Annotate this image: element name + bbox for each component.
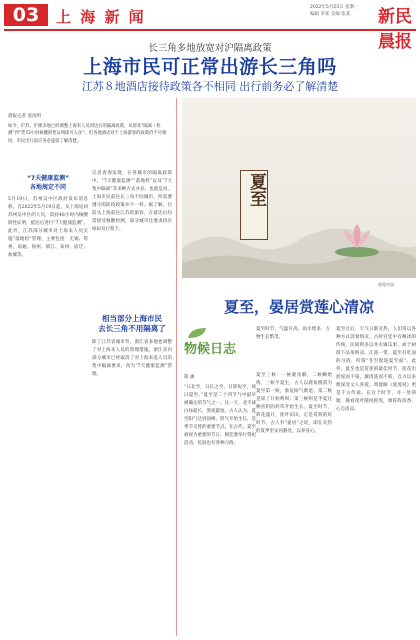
- feature-column-2-top-text: 夏至时节，气温升高，雨水增多，万物生长繁茂。: [256, 327, 330, 340]
- lotus-icon: [332, 218, 382, 258]
- feature-illustration: [182, 98, 416, 278]
- feature-title[interactable]: 夏至，晏居赏莲心清凉: [223, 298, 374, 316]
- lead-column-2: [92, 170, 172, 636]
- feature-author: 简 涵: [184, 375, 195, 380]
- lead-subheadline: 江苏８地酒店接待政策各不相同 出行前务必了解清楚: [81, 80, 339, 93]
- lead-subhead-1: “7天健康监测” 各地规定不同: [26, 175, 70, 191]
- lead-kicker: 长三角多地放宽对沪隔离政策: [148, 43, 272, 54]
- logo-main-text: 新民晨报: [378, 7, 412, 52]
- feature-column-3: [336, 326, 416, 636]
- illustration-title: 夏至: [246, 173, 266, 207]
- lead-column-1-text: 5月19日，苏州吴中区政府发布消息称，自2022年5月19日起，从上海返回苏州吴中区的人员，需持48小时内核酸阴性证明，抵达后进行“7天健康监测”。此外，江苏部分城市对上海来人员实施“落地检”管理，主要包括：无锡、常州、南通、扬州、镇江、泰州、宿迁、盐城等。: [8, 197, 88, 258]
- lead-column-2-text: 记者查询发现，在各城市的隔离政策中，“7天健康监测”“落地检”以及“7天集中隔离”等多种方式并存。也就是说，上海市民前往长三角不同城市，所需要遵守的防疫政策并不一样。据了解，目前从上海前往江苏的旅客，在抵达后均需接受核酸检测，部分城市还要求持有绿码及行程卡。: [92, 171, 172, 232]
- header-rule: [4, 29, 416, 31]
- feature-column-1-text: “日北至，日长之至，日影短至，故曰夏至。”夏至是二十四节气中最早被确定的节气之一。这一天，北半球白昼最长，黑夜最短。古人认为，夏至阳气达到顶峰，阴气开始生长，是季节交替的重要节点。在古代，夏至被视为重要的节日，朝廷要举行祭祀活动，民间也有各种习俗。: [184, 385, 256, 446]
- feature-column-3-text: 夏至过后，天气日渐炎热，人们常以各种方式消暑纳凉。古时宫廷中有赐冰的传统，民间则多以井水镇瓜果，或于树荫下品茶纳凉。江南一带，夏至有吃面的习俗，所谓“冬至馄饨夏至面”。此外，夏至也是赏莲的最佳时节，莲花出淤泥而不染，濯清涟而不妖，自古以来便深受文人喜爱。周敦颐《爱莲说》更是千古传诵。在这个时节，寻一处荷塘，静看莲叶随风摇曳，闻阵阵清香，心自清凉。: [336, 327, 416, 412]
- lead-column-2-text-b: 除了江苏省城市外，浙江省多地也调整了对上海来人员的管理措施。浙江省内部分城市已经取消了对上海来返人员的集中隔离要求，改为“7天健康监测”管理。: [92, 340, 172, 377]
- feature-column-1: [184, 372, 256, 636]
- feature-column-2-text: 夏至三候：一候鹿角解，二候蜩始鸣，三候半夏生。古人以鹿角脱落为夏至第一候，象征阳气渐退；第二候是知了开始鸣叫；第三候则是半夏这种喜阴的药草开始生长。夏至时节，荷花盛开，莲叶田田，正是赏荷的好时节。古人有“晏居”之说，即在炎热的夏季里安居静处，以养身心。: [256, 373, 332, 434]
- newspaper-logo: [378, 2, 418, 52]
- lead-paragraph: 如今，沪苏、沪浙多地已经调整上海来人员到达后的隔离政策，从原来“隔离＋检测”到“凭72小时核酸阴性证明即可入住”，但各地酒店对于上海游客的政策仍不尽相同，市民出行前应务必提前了解清楚。: [8, 124, 167, 144]
- issue-editor: 编辑 李某 美编 张某: [310, 12, 351, 17]
- feature-column-2: [256, 372, 332, 636]
- issue-date: 2022年5月23日 星期一: [310, 5, 359, 10]
- illustration-credit: 视觉中国: [378, 282, 394, 287]
- illustration-title-box: [240, 170, 268, 240]
- column-divider: [176, 98, 177, 636]
- page-number: 03: [4, 4, 48, 26]
- column-brand-name: 物候日志: [184, 342, 237, 357]
- feature-column-2-top: [256, 326, 330, 372]
- column-brand: [184, 326, 244, 366]
- issue-meta: [310, 4, 358, 18]
- lead-subhead-2: 相当部分上海市民 去长三角不用隔离了: [98, 314, 166, 333]
- lead-byline: 晨报记者 姜涛玥: [8, 114, 41, 119]
- section-title: 上 海 新 闻: [56, 8, 146, 26]
- lead-column-1: [8, 170, 88, 636]
- lead-headline[interactable]: 上海市民可正常出游长三角吗: [83, 56, 337, 78]
